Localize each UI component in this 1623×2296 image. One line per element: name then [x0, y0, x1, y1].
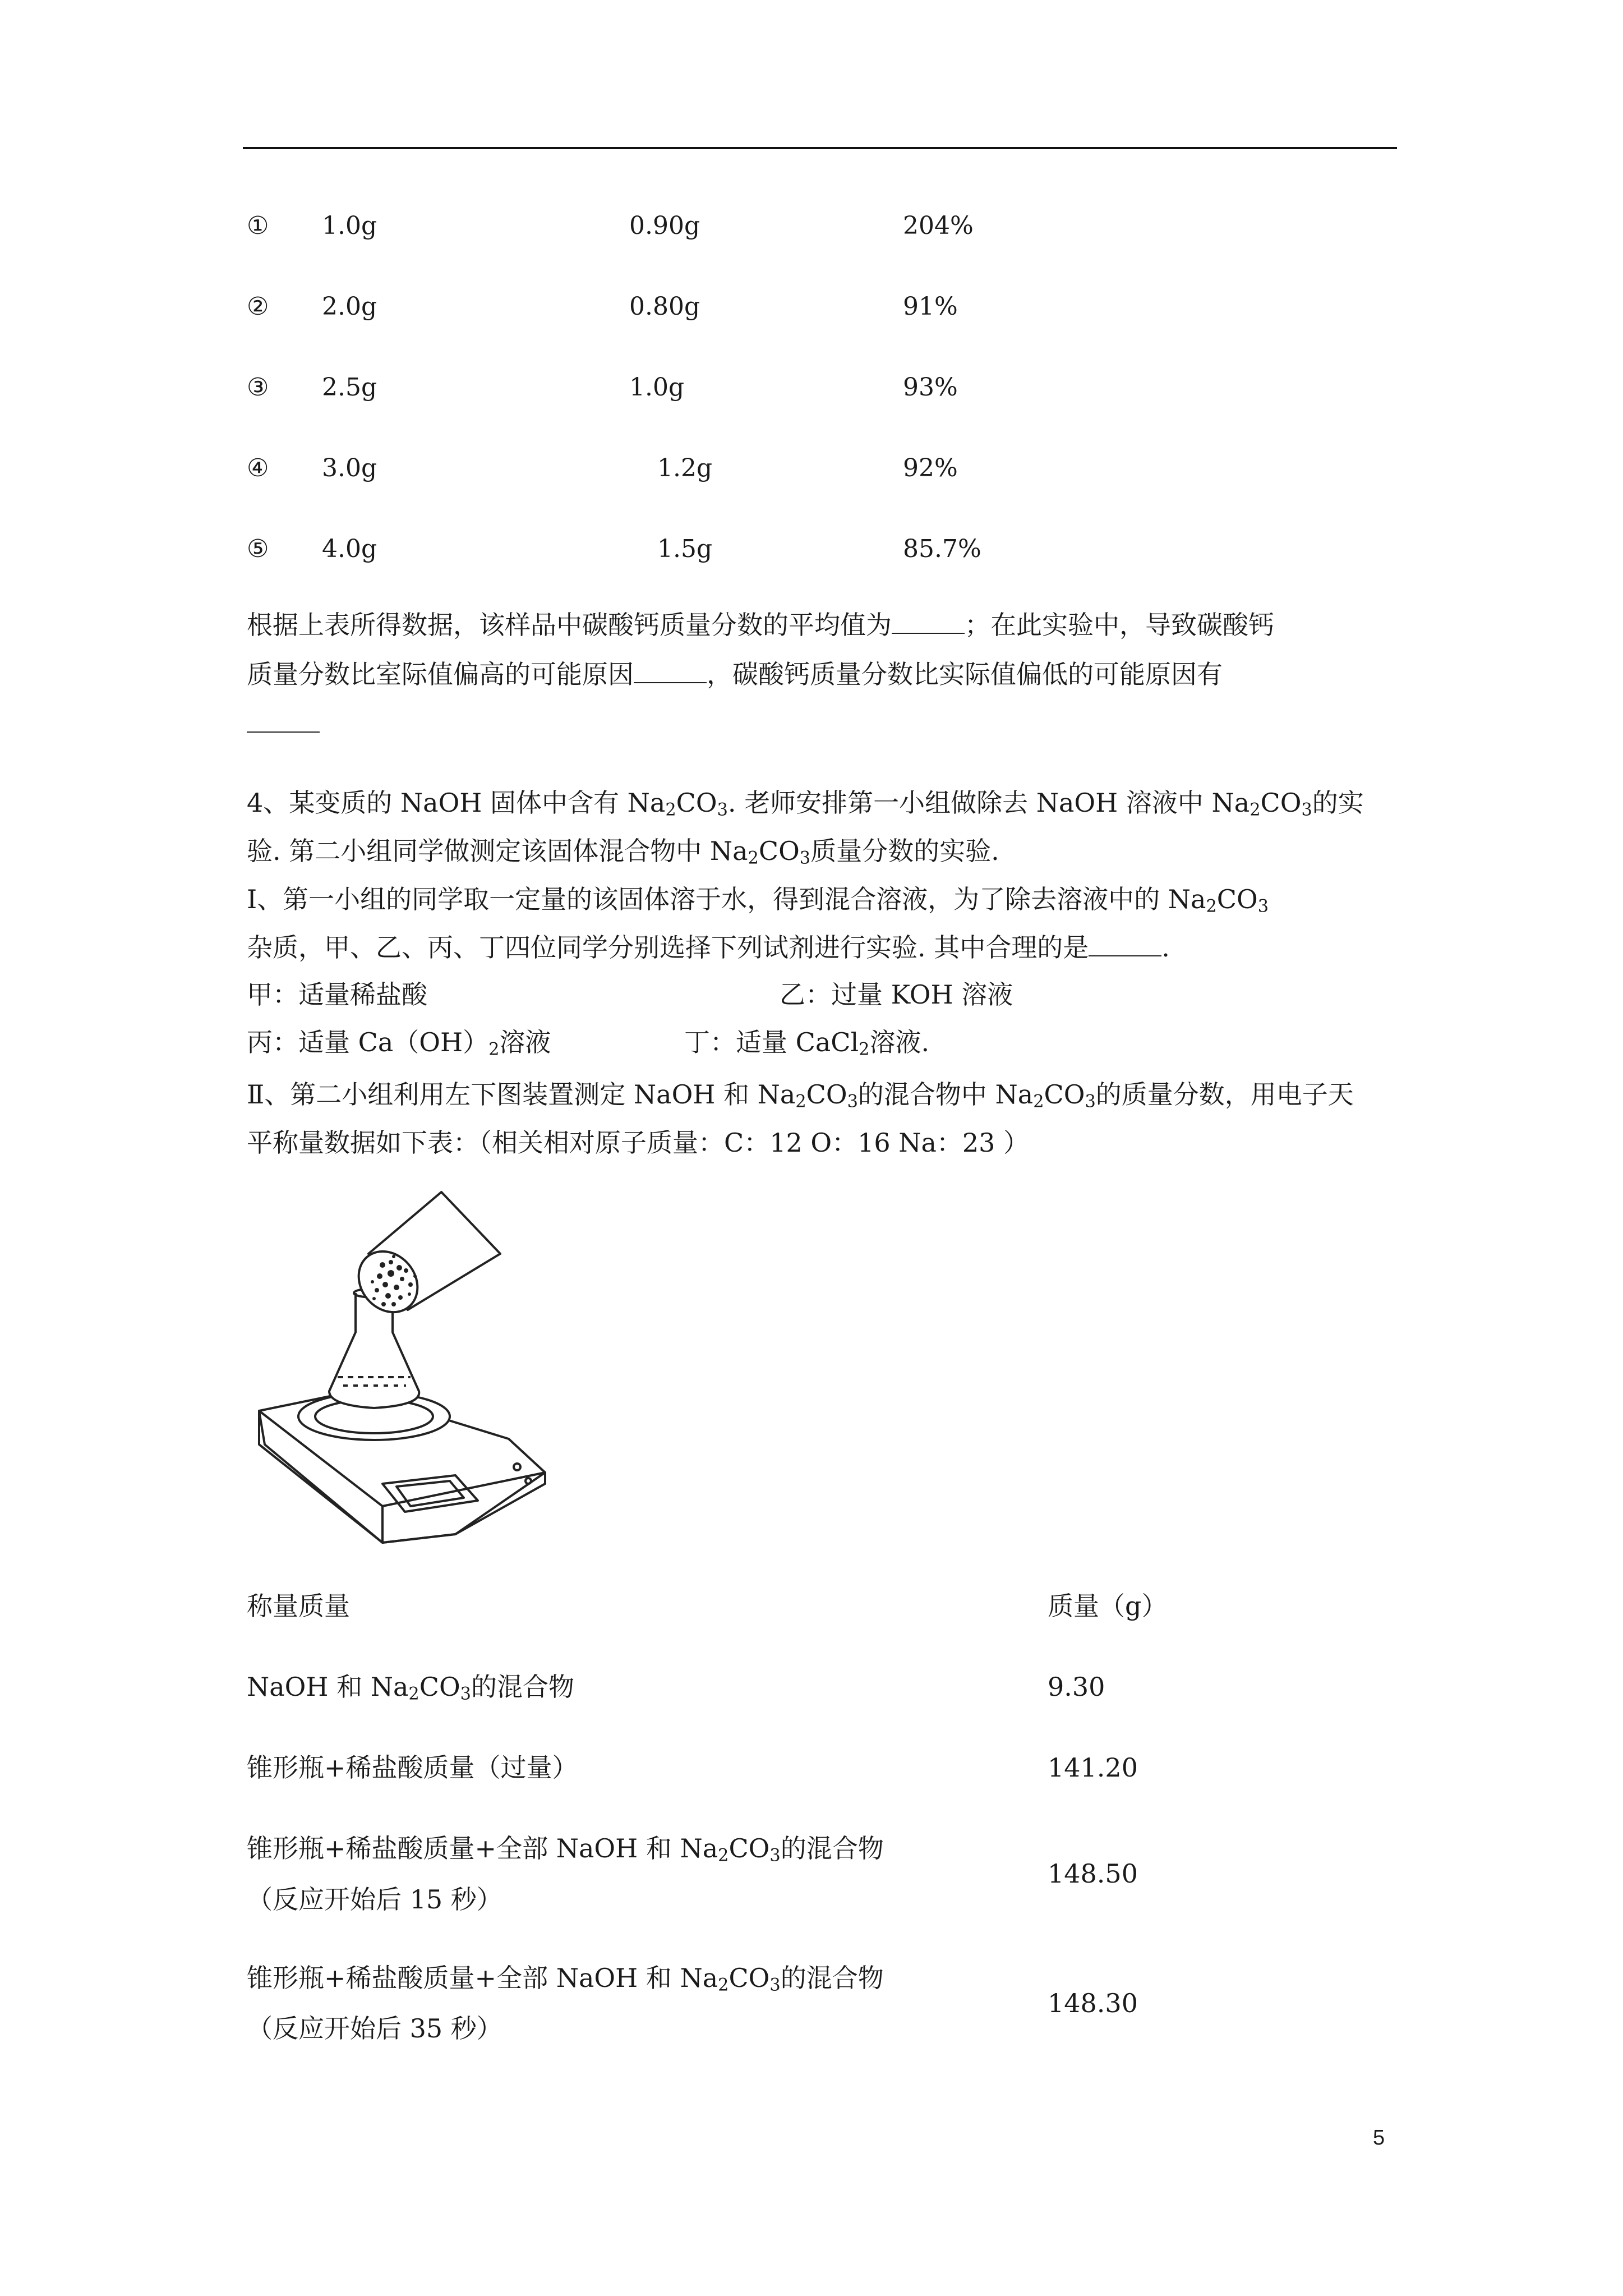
percent-value: 85.7% — [903, 535, 981, 563]
balance-apparatus-illustration — [253, 1170, 590, 1551]
question4-paragraph: 4、某变质的 NaOH 固体中含有 $Na_2CO_3$. 老师安排第一小组做除去 NaOH 溶液中 $Na_2CO_3$的实 验. 第二小组同学做测定该固体混合物中 $Na_2CO_3$质量分数的实验. — [247, 788, 1364, 868]
sample-mass: 2.5g — [322, 373, 377, 402]
table-row-item-note: （反应开始后 35 秒） — [247, 2013, 502, 2044]
option-yi: 乙：过量 KOH 溶液 — [780, 979, 1013, 1010]
row-number: ⑤ — [247, 535, 269, 563]
answer-blank — [634, 660, 707, 683]
table-row-item: 锥形瓶+稀盐酸质量+全部 NaOH 和 $Na_2CO_3$的混合物 — [247, 1963, 884, 1995]
row-number: ④ — [247, 454, 269, 482]
table-row-value: 9.30 — [1048, 1672, 1105, 1702]
balance-apparatus-figure — [253, 1170, 590, 1551]
answer-blank — [247, 709, 320, 733]
residue-mass: 0.80g — [629, 292, 700, 321]
question4-part2: Ⅱ、第二小组利用左下图装置测定 NaOH 和 $Na_2CO_3$的混合物中 $Na_2CO_3$的质量分数，用电子天 平称量数据如下表：（相关相对原子质量：C：12 O：16 Na：23 ） — [247, 1079, 1354, 1158]
table-row-value: 148.50 — [1048, 1858, 1138, 1889]
sample-mass: 4.0g — [322, 535, 377, 563]
sample-mass: 2.0g — [322, 292, 377, 321]
table-row-value: 148.30 — [1048, 1988, 1138, 2018]
sample-mass: 1.0g — [322, 211, 377, 240]
sample-mass: 3.0g — [322, 454, 377, 482]
table-row-value: 141.20 — [1048, 1752, 1138, 1783]
page-number: 5 — [1373, 2126, 1385, 2150]
answer-blank — [892, 610, 965, 634]
percent-value: 91% — [903, 292, 958, 321]
option-bing: 丙：适量 $Ca(OH)_2$溶液 — [247, 1027, 551, 1060]
table-row-item: 锥形瓶+稀盐酸质量+全部 NaOH 和 $Na_2CO_3$的混合物 — [247, 1833, 884, 1866]
row-number: ② — [247, 292, 269, 321]
answer-blank — [1089, 933, 1161, 956]
residue-mass: 1.5g — [657, 535, 713, 563]
option-jia: 甲：适量稀盐酸 — [247, 979, 427, 1010]
header-rule — [243, 147, 1397, 149]
mass-table-header-mass: 质量（g） — [1048, 1591, 1168, 1621]
table-row-item: 锥形瓶+稀盐酸质量（过量） — [247, 1752, 578, 1783]
residue-mass: 0.90g — [629, 211, 700, 240]
residue-mass: 1.2g — [657, 454, 713, 482]
mass-table-header-item: 称量质量 — [247, 1591, 350, 1621]
question4-part1: Ⅰ、第一小组的同学取一定量的该固体溶于水，得到混合溶液，为了除去溶液中的 $Na_2CO_3$ 杂质，甲、乙、丙、丁四位同学分别选择下列试剂进行实验. 其中合理的是 . — [247, 884, 1269, 963]
residue-mass: 1.0g — [629, 373, 685, 402]
table-row-item-note: （反应开始后 15 秒） — [247, 1884, 502, 1915]
question3-paragraph: 根据上表所得数据，该样品中碳酸钙质量分数的平均值为 ；在此实验中，导致碳酸钙 质量分数比室际值偏高的可能原因 ，碳酸钙质量分数比实际值偏低的可能原因有 — [247, 600, 1396, 748]
percent-value: 204% — [903, 211, 974, 240]
row-number: ① — [247, 211, 269, 240]
option-ding: 丁：适量 CaCl$_2$溶液. — [684, 1027, 930, 1060]
percent-value: 92% — [903, 454, 958, 482]
percent-value: 93% — [903, 373, 958, 402]
row-number: ③ — [247, 373, 269, 402]
table-row-item: NaOH 和 $Na_2CO_3$的混合物 — [247, 1672, 574, 1704]
